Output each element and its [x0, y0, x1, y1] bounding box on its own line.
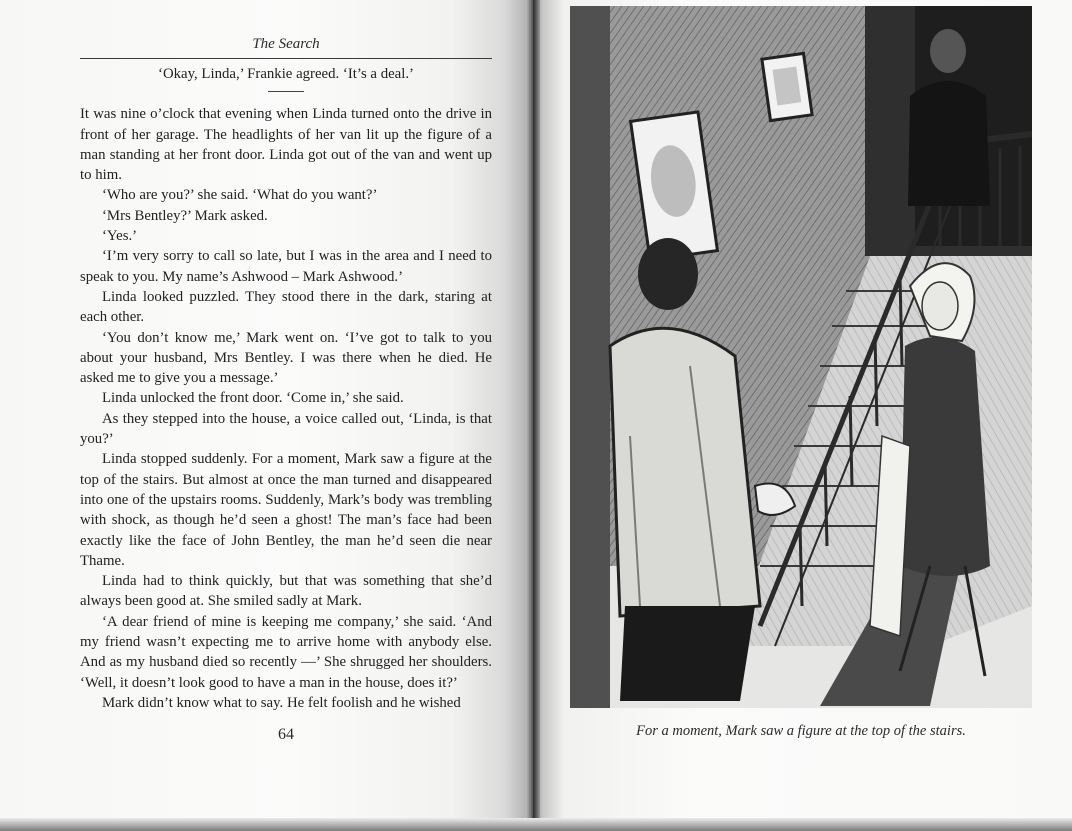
paragraph: It was nine o’clock that evening when Linda turned onto the drive in front of her garage. The headlights of her van lit up the figure of a man standing at her front door. Linda got out of the van and went up to him. [80, 106, 492, 184]
paragraph: Mark didn’t know what to say. He felt foolish and he wished [102, 694, 461, 711]
header-rule [80, 58, 492, 59]
section-break [268, 91, 304, 92]
illustration-caption: For a moment, Mark saw a figure at the top of the stairs. [636, 723, 966, 739]
paragraph: Linda stopped suddenly. For a moment, Mark saw a figure at the top of the stairs. But almost at once the man turned and disappeared into one of the upstairs rooms. Suddenly, Mark’s body was trembling with shock, as though he’d seen a ghost! The man’s face had been exactly like the face of John Bentley, the man he’d seen die near Thame. [80, 451, 492, 569]
page-bottom-edge [0, 818, 1072, 831]
left-page [0, 0, 532, 831]
paragraph: ‘Mrs Bentley?’ Mark asked. [102, 207, 268, 224]
paragraph: ‘Who are you?’ she said. ‘What do you want?’ [102, 187, 378, 204]
body-text [80, 64, 492, 713]
framed-picture-icon [762, 53, 812, 120]
running-head: The Search [252, 36, 320, 52]
paragraph: Linda looked puzzled. They stood there in the dark, staring at each other. [80, 288, 492, 326]
paragraph: Linda unlocked the front door. ‘Come in,’ she said. [102, 390, 404, 407]
book-gutter [526, 0, 540, 831]
paragraph: ‘Okay, Linda,’ Frankie agreed. ‘It’s a deal.’ [158, 66, 414, 82]
paragraph: ‘A dear friend of mine is keeping me company,’ she said. ‘And my friend wasn’t expecting me to arrive home with anybody else. And as my husband died so recently —’ She shrugged her shoulders. ‘Well, it doesn’t look good to have a man in the house, does it?’ [80, 613, 492, 691]
stair-scene-illustration [570, 6, 1032, 708]
paragraph: As they stepped into the house, a voice called out, ‘Linda, is that you?’ [80, 410, 492, 448]
paragraph: ‘Yes.’ [102, 228, 138, 245]
paragraph: ‘You don’t know me,’ Mark went on. ‘I’ve got to talk to you about your husband, Mrs Bentley. I was there when he died. He asked me to give you a message.’ [80, 329, 492, 387]
page-number: 64 [278, 726, 294, 743]
paragraph: ‘I’m very sorry to call so late, but I was in the area and I need to speak to you. My name’s Ashwood – Mark Ashwood.’ [80, 248, 492, 285]
paragraph: Linda had to think quickly, but that was something that she’d always been good at. She smiled sadly at Mark. [80, 573, 492, 610]
